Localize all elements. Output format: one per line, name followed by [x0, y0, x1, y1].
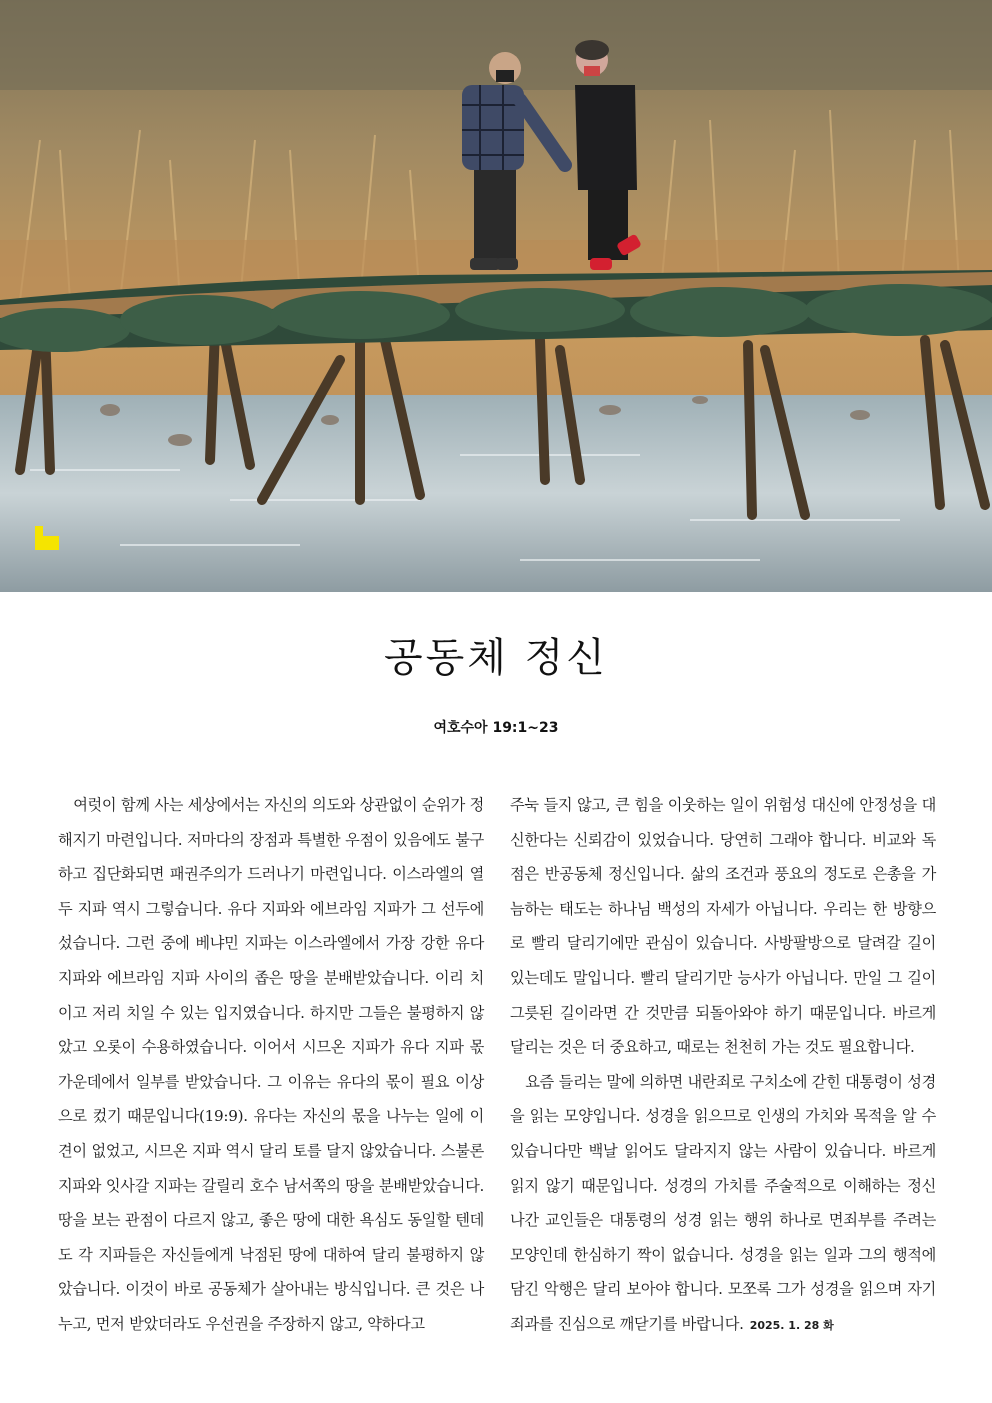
body-column-left: [58, 788, 484, 1342]
paragraph-1-continued: 주눅 들지 않고, 큰 힘을 이웃하는 일이 위험성 대신에 안정성을 대신한다는 신뢰감이 있었습니다. 당연히 그래야 합니다. 비교와 독점은 반공동체 정신입니다. 삶의 조건과 풍요의 정도로 은총을 가늠하는 태도는 하나님 백성의 자세가 아닙니다. 우리는 한 방향으로 빨리 달리기에만 관심이 있습니다. 사방팔방으로 달려갈 길이 있는데도 말입니다. 빨리 달리기만 능사가 아닙니다. 만일 그 길이 그릇된 길이라면 간 것만큼 되돌아와야 하기 때문입니다. 바르게 달리는 것은 더 중요하고, 때로는 천천히 가는 것도 필요합니다.: [510, 796, 936, 1057]
hero-photo: [0, 0, 992, 592]
hero-illustration: [0, 0, 992, 592]
page-title: 공동체 정신: [384, 635, 608, 681]
date-label: 2025. 1. 28 화: [749, 1318, 834, 1332]
paragraph-1: 여럿이 함께 사는 세상에서는 자신의 의도와 상관없이 순위가 정해지기 마련입니다. 저마다의 장점과 특별한 우점이 있음에도 불구하고 집단화되면 패권주의가 드러나기 마련입니다. 이스라엘의 열두 지파 역시 그렇습니다. 유다 지파와 에브라임 지파가 그 선두에 섰습니다. 그런 중에 베냐민 지파는 이스라엘에서 가장 강한 유다 지파와 에브라임 지파 사이의 좁은 땅을 분배받았습니다. 이리 치이고 저리 치일 수 있는 입지였습니다. 하지만 그들은 불평하지 않았고 오롯이 수용하였습니다. 이어서 시므온 지파가 유다 지파 몫 가운데에서 일부를 받았습니다. 그 이유는 유다의 몫이 필요 이상으로 컸기 때문입니다(19:9). 유다는 자신의 몫을 나누는 일에 이견이 없었고, 시므온 지파 역시 달리 토를 달지 않았습니다. 스불론 지파와 잇사갈 지파는 갈릴리 호수 남서쪽의 땅을 분배받았습니다. 땅을 보는 관점이 다르지 않고, 좋은 땅에 대한 욕심도 동일할 텐데도 각 지파들은 자신들에게 낙점된 땅에 대하여 달리 불평하지 않았습니다. 이것이 바로 공동체가 살아내는 방식입니다. 큰 것은 나누고, 먼저 받았더라도 우선권을 주장하지 않고, 약하다고: [58, 796, 484, 1333]
paragraph-2: [510, 1065, 936, 1344]
paragraph-2-text: 요즘 들리는 말에 의하면 내란죄로 구치소에 갇힌 대통령이 성경을 읽는 모양입니다. 성경을 읽으므로 인생의 가치와 목적을 알 수 있습니다만 백날 읽어도 달라지지 않는 사람이 있습니다. 바르게 읽지 않기 때문입니다. 성경의 가치를 주술적으로 이해하는 정신 나간 교인들은 대통령의 성경 읽는 행위 하나로 면죄부를 주려는 모양인데 한심하기 짝이 없습니다. 성경을 읽는 일과 그의 행적에 담긴 악행은 달리 보아야 합니다. 모쪼록 그가 성경을 읽으며 자기 죄과를 진심으로 깨닫기를 바랍니다.: [510, 1072, 936, 1333]
body-column-right: [510, 788, 936, 1344]
yellow-corner-marker: [35, 526, 59, 550]
scripture-reference: 여호수아 19:1~23: [433, 720, 559, 736]
